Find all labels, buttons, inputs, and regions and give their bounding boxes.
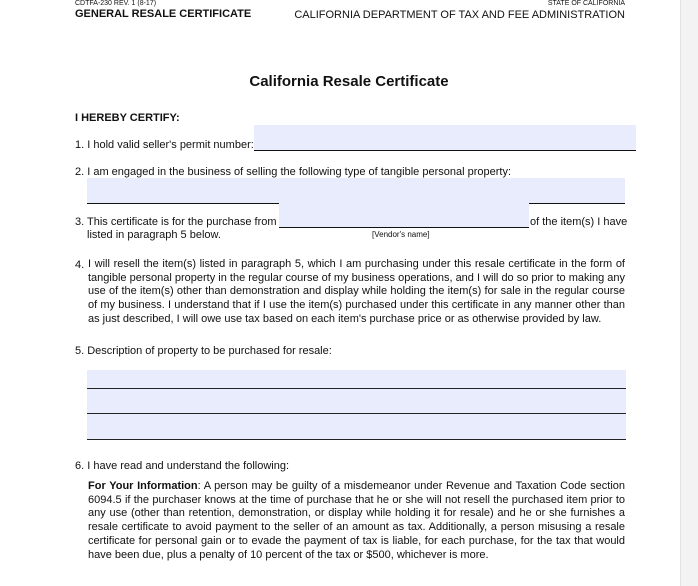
item2-label: 2. I am engaged in the business of selling the following type of tangible personal property: <box>75 166 511 178</box>
description-line <box>87 388 626 389</box>
form-name: GENERAL RESALE CERTIFICATE <box>75 8 252 20</box>
page-title: California Resale Certificate <box>249 73 449 90</box>
item5-label: 5. Description of property to be purchased for resale: <box>75 345 332 357</box>
item3-label-after: of the item(s) I have <box>530 216 628 228</box>
item6-label: 6. I have read and understand the following: <box>75 460 290 472</box>
scrollbar[interactable] <box>680 0 698 586</box>
property-description-field[interactable] <box>87 370 626 440</box>
state-label: STATE OF CALIFORNIA <box>547 0 625 7</box>
business-property-type-field[interactable] <box>87 178 625 204</box>
info-heading: For Your Information <box>88 480 198 492</box>
item3-label-line2: listed in paragraph 5 below. <box>87 229 221 241</box>
item1-label: 1. I hold valid seller's permit number: <box>75 139 254 151</box>
certify-heading: I HEREBY CERTIFY: <box>75 112 180 124</box>
vendor-name-caption: [Vendor's name] <box>372 230 430 239</box>
item4-text: I will resell the item(s) listed in paragraph 5, which I am purchasing under this resale certificate in the form of tangible personal property in the regular course of my business operations, and I will do so prior to making any use of the item(s) other than demonstration and display while holding the item(s) for sale in the regular course of my business. I understand that if I use the item(s) purchased under this certificate in any manner other than as just described, I will owe use tax based on each item's purchase price or as otherwise provided by law. <box>88 258 625 325</box>
info-paragraph <box>88 480 625 562</box>
description-line <box>87 413 626 414</box>
sellers-permit-number-field[interactable] <box>254 125 636 151</box>
info-text: : A person may be guilty of a misdemeanor under Revenue and Taxation Code section 6094.5 if the purchaser knows at the time of purchase that he or she will not resell the purchased item prior to any use (other than retention, demonstration, or display while holding it for resale) and he or she furnishes a resale certificate to avoid payment to the seller of an amount as tax. Additionally, a person misusing a resale certificate for personal gain or to evade the payment of tax is liable, for each purchase, for the tax that would have been due, plus a penalty of 10 percent of the tax or $500, whichever is more. <box>88 480 625 561</box>
department-name: CALIFORNIA DEPARTMENT OF TAX AND FEE ADMINISTRATION <box>294 9 625 21</box>
description-line <box>87 439 626 440</box>
vendor-name-field[interactable] <box>279 203 529 228</box>
form-number: CDTFA-230 REV. 1 (8-17) <box>75 0 157 7</box>
item4-number: 4. <box>75 259 85 271</box>
item3-label: 3. This certificate is for the purchase from <box>75 216 277 228</box>
